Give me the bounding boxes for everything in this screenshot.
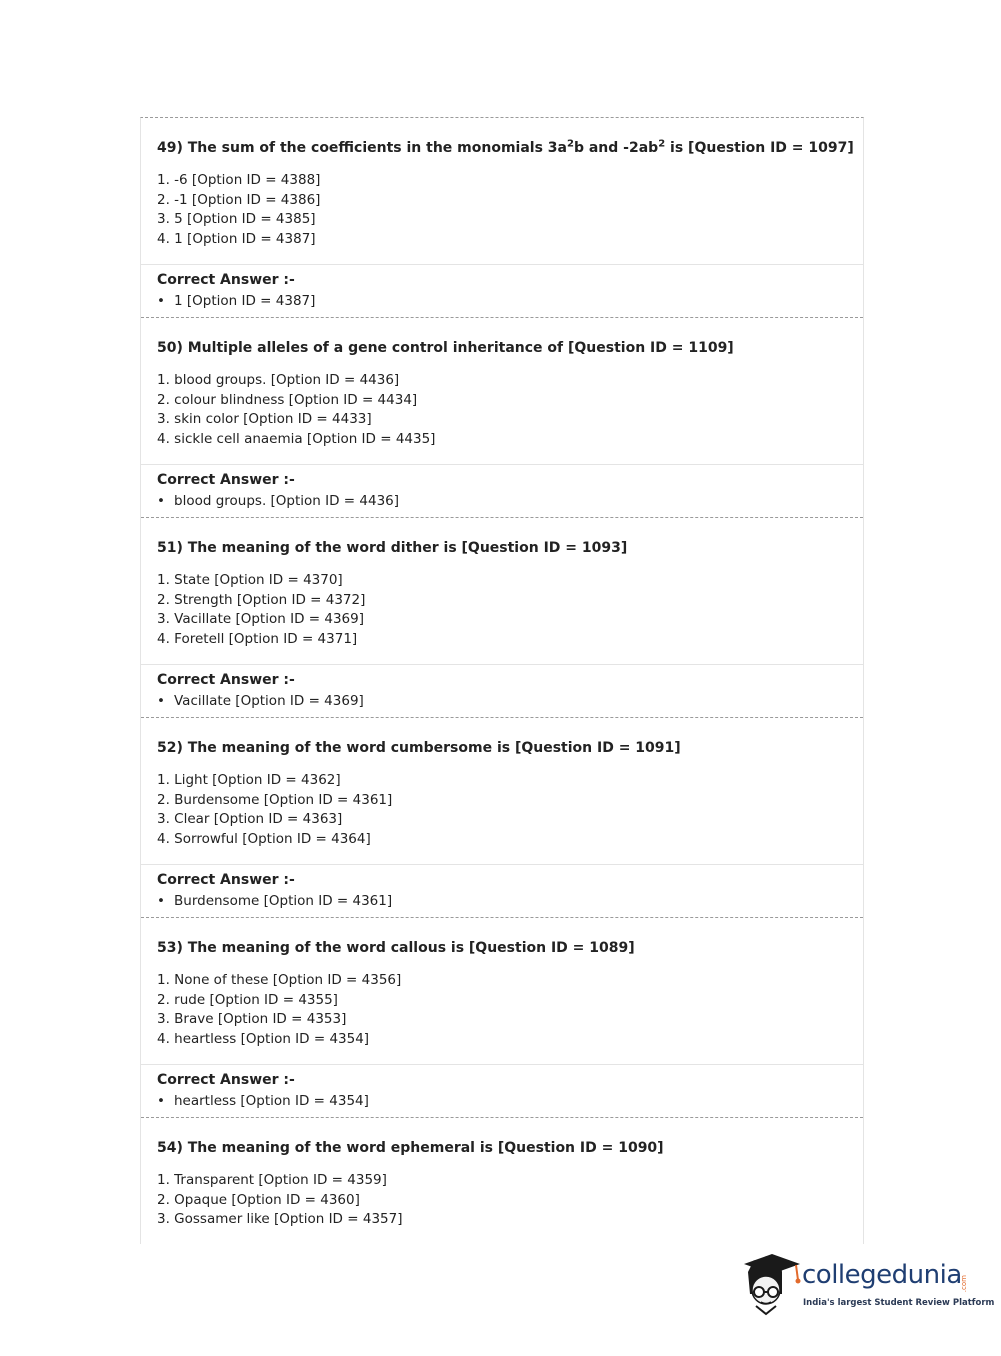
bullet-icon: • [157, 493, 165, 509]
option-item: 1. None of these [Option ID = 4356] [157, 972, 402, 988]
answer-label: Correct Answer :- [157, 472, 295, 488]
question-head [141, 918, 863, 1065]
option-item: 2. rude [Option ID = 4355] [157, 991, 338, 1008]
question-block-54 [141, 1118, 863, 1244]
answer-section [141, 465, 863, 511]
options-list [157, 371, 863, 449]
answer-section [141, 865, 863, 911]
bullet-icon: • [157, 1093, 165, 1109]
question-head [141, 118, 863, 265]
option-item: 1. Light [Option ID = 4362] [157, 772, 341, 788]
question-block-49 [141, 118, 863, 318]
option-item: 1. State [Option ID = 4370] [157, 572, 343, 588]
question-title: 49) The sum of the coefficients in the monomials $3a^2b$ and $-2ab^2$ is [Question ID = 1097] [157, 138, 854, 156]
answer-section [141, 1065, 863, 1111]
option-item: 3. Vacillate [Option ID = 4369] [157, 611, 364, 627]
answer-item [157, 891, 863, 911]
answer-text: Burdensome [Option ID = 4361] [174, 893, 393, 909]
options-list [157, 171, 863, 249]
question-block-50 [141, 318, 863, 518]
options-list [157, 971, 863, 1049]
question-title: 54) The meaning of the word ephemeral is [Question ID = 1090] [157, 1140, 664, 1156]
brand-suffix: .com [960, 1275, 968, 1293]
option-item: 2. Burdensome [Option ID = 4361] [157, 791, 393, 808]
options-list [157, 771, 863, 849]
options-list [157, 571, 863, 649]
option-item: 4. Foretell [Option ID = 4371] [157, 630, 358, 647]
answer-label: Correct Answer :- [157, 672, 295, 688]
question-title: 53) The meaning of the word callous is [Question ID = 1089] [157, 940, 635, 956]
option-item: 4. Sorrowful [Option ID = 4364] [157, 830, 371, 847]
answer-item [157, 491, 863, 511]
option-item: 3. skin color [Option ID = 4433] [157, 411, 372, 427]
answer-label: Correct Answer :- [157, 272, 295, 288]
question-block-53 [141, 918, 863, 1118]
bullet-icon: • [157, 693, 165, 709]
option-item: 2. Opaque [Option ID = 4360] [157, 1191, 360, 1208]
option-item: 1. blood groups. [Option ID = 4436] [157, 372, 400, 388]
question-head [141, 518, 863, 665]
answer-section [141, 265, 863, 311]
answer-item [157, 691, 863, 711]
question-block-52 [141, 718, 863, 918]
option-item: 2. Strength [Option ID = 4372] [157, 591, 366, 608]
answer-label: Correct Answer :- [157, 1072, 295, 1088]
answer-text: Vacillate [Option ID = 4369] [174, 693, 364, 709]
option-item: 4. 1 [Option ID = 4387] [157, 230, 316, 247]
option-item: 3. Gossamer like [Option ID = 4357] [157, 1211, 403, 1227]
answer-text: 1 [Option ID = 4387] [174, 293, 316, 309]
answer-text: blood groups. [Option ID = 4436] [174, 493, 400, 509]
question-title: 50) Multiple alleles of a gene control inheritance of [Question ID = 1109] [157, 340, 734, 356]
option-item: 1. Transparent [Option ID = 4359] [157, 1172, 387, 1188]
question-head [141, 718, 863, 865]
option-item: 2. colour blindness [Option ID = 4434] [157, 391, 418, 408]
option-item: 3. 5 [Option ID = 4385] [157, 211, 316, 227]
question-title: 52) The meaning of the word cumbersome is [Question ID = 1091] [157, 740, 681, 756]
question-head [141, 318, 863, 465]
brand-tagline: India's largest Student Review Platform [803, 1298, 995, 1308]
answer-item [157, 1091, 863, 1111]
answer-label: Correct Answer :- [157, 872, 295, 888]
option-item: 4. sickle cell anaemia [Option ID = 4435] [157, 430, 436, 447]
option-item: 3. Brave [Option ID = 4353] [157, 1011, 347, 1027]
answer-text: heartless [Option ID = 4354] [174, 1093, 369, 1109]
graduate-cap-mascot-icon [744, 1254, 801, 1314]
option-item: 3. Clear [Option ID = 4363] [157, 811, 343, 827]
answer-item [157, 291, 863, 311]
bullet-icon: • [157, 293, 165, 309]
question-block-51 [141, 518, 863, 718]
question-title: 51) The meaning of the word dither is [Question ID = 1093] [157, 540, 628, 556]
option-item: 1. -6 [Option ID = 4388] [157, 172, 321, 188]
bullet-icon: • [157, 893, 165, 909]
answer-section [141, 665, 863, 711]
options-list [157, 1171, 863, 1230]
option-item: 2. -1 [Option ID = 4386] [157, 191, 321, 208]
question-head [141, 1118, 863, 1244]
option-item: 4. heartless [Option ID = 4354] [157, 1030, 370, 1047]
question-paper [140, 117, 864, 1244]
brand-name: collegedunia [802, 1260, 962, 1290]
